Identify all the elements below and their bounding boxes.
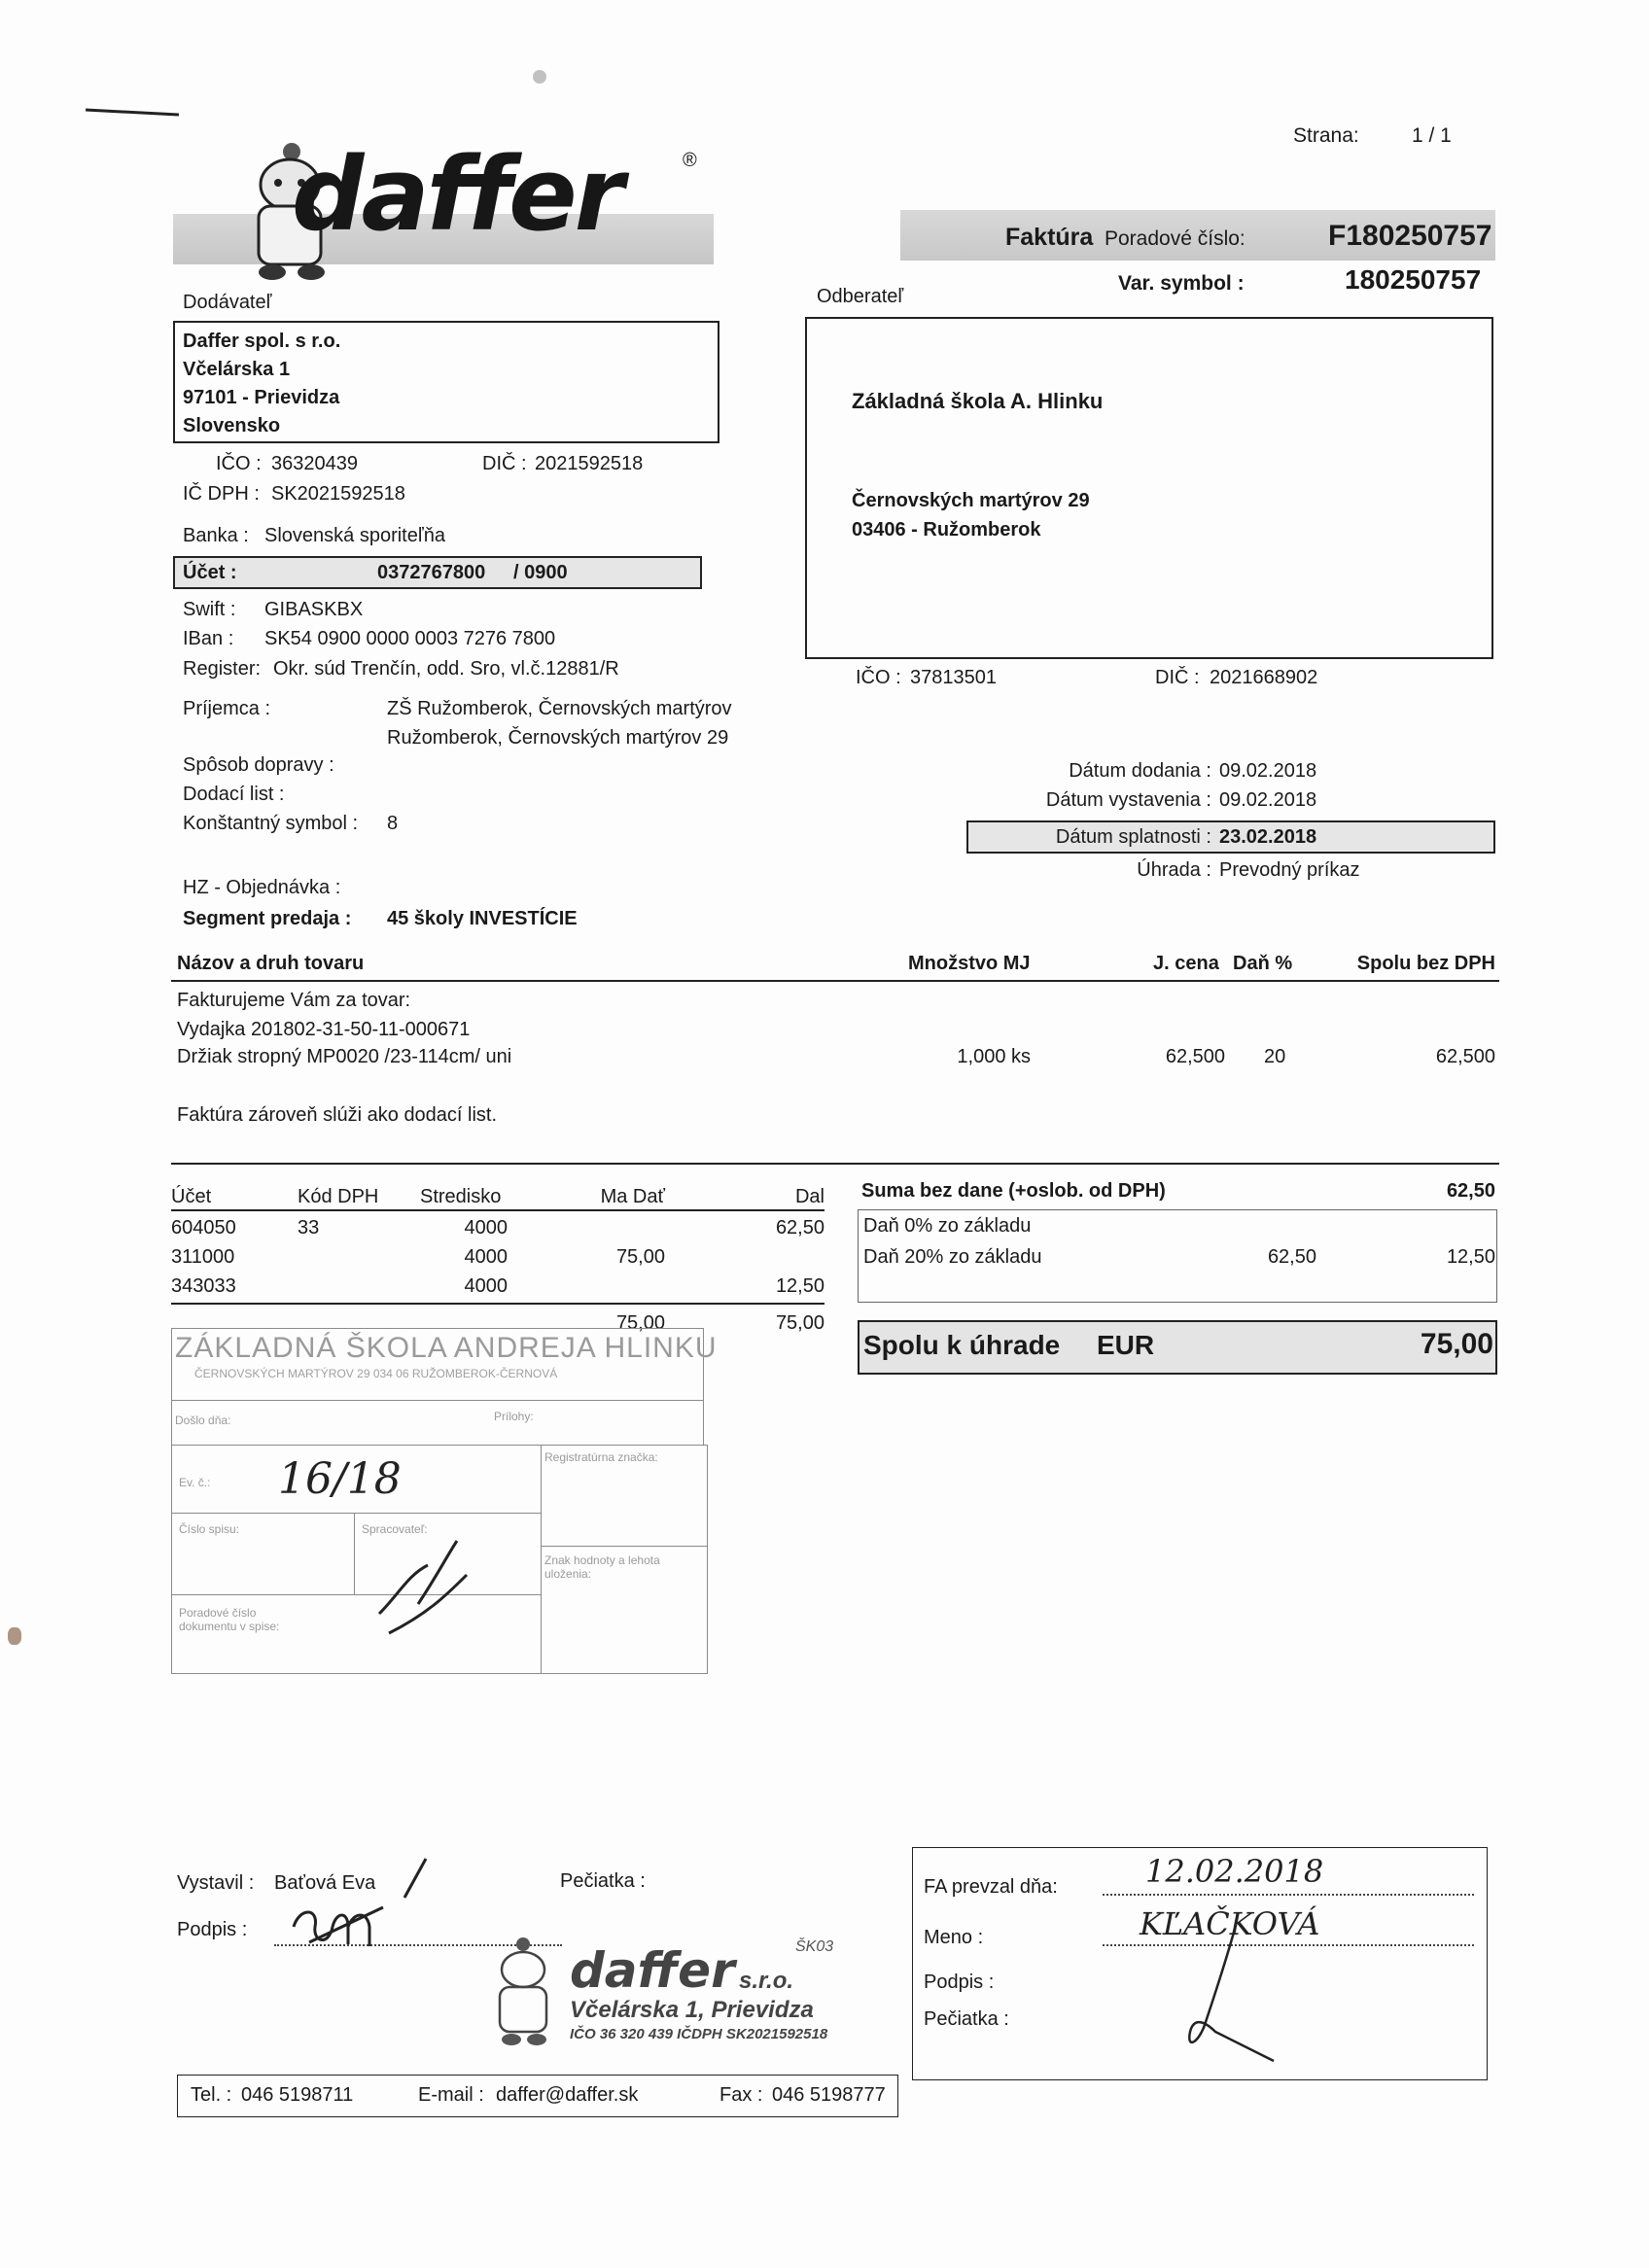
- payment-method: Prevodný príkaz: [1219, 859, 1360, 881]
- stamp-col-rule: [354, 1513, 355, 1594]
- stamp-processor-label: Spracovateľ:: [362, 1522, 428, 1536]
- acc-account: 311000: [171, 1246, 235, 1268]
- stamp-rule: [171, 1400, 704, 1401]
- segment: 45 školy INVESTÍCIE: [387, 908, 578, 929]
- stamp-title: ZÁKLADNÁ ŠKOLA ANDREJA HLINKU: [175, 1332, 718, 1364]
- tel: 046 5198711: [241, 2084, 354, 2106]
- supplier-bank: Slovenská sporiteľňa: [264, 525, 445, 546]
- vat0-label: Daň 0% zo základu: [863, 1215, 1032, 1237]
- supplier-country: Slovensko: [183, 415, 281, 436]
- receipt-date-label: FA prevzal dňa:: [924, 1876, 1058, 1898]
- supplier-label: Dodávateľ: [183, 292, 272, 313]
- supplier-street: Včelárska 1: [183, 359, 291, 380]
- total-currency: EUR: [1097, 1330, 1155, 1360]
- customer-ico-label: IČO :: [856, 667, 901, 688]
- invoice-number: F180250757: [1328, 220, 1492, 252]
- customer-street: Černovských martýrov 29: [852, 490, 1090, 511]
- summary-base-label: Suma bez dane (+oslob. od DPH): [861, 1180, 1166, 1202]
- check-mark-icon: [397, 1855, 436, 1903]
- receipt-name-dotted-line: [1103, 1944, 1474, 1946]
- var-symbol-label: Var. symbol :: [1118, 272, 1245, 295]
- acc-center: 4000: [464, 1275, 508, 1297]
- acc-header-vat-code: Kód DPH: [298, 1186, 379, 1207]
- fax-label: Fax :: [719, 2084, 763, 2106]
- item-name: Držiak stropný MP0020 /23-114cm/ uni: [177, 1046, 512, 1067]
- customer-city: 03406 - Ružomberok: [852, 519, 1041, 541]
- processor-signature-icon: [369, 1536, 486, 1643]
- acc-header-rule: [171, 1209, 824, 1211]
- segment-label: Segment predaja :: [183, 908, 352, 929]
- scan-speck: [533, 70, 546, 84]
- total-label: Spolu k úhrade: [863, 1330, 1061, 1360]
- receipt-name-label: Meno :: [924, 1927, 984, 1948]
- transport-label: Spôsob dopravy :: [183, 754, 334, 776]
- payment-label: Úhrada :: [1137, 859, 1211, 881]
- page-number: 1 / 1: [1412, 124, 1452, 147]
- supplier-icdph: SK2021592518: [271, 483, 405, 505]
- registered-mark: ®: [683, 150, 697, 171]
- items-header-name: Názov a druh tovaru: [177, 953, 365, 974]
- acc-credit: 12,50: [775, 1275, 824, 1297]
- customer-dic: 2021668902: [1210, 667, 1318, 688]
- stamp-address: Včelárska 1, Prievidza: [570, 1997, 814, 2023]
- receipt-name-handwriting: KĽAČKOVÁ: [1140, 1905, 1320, 1942]
- email-label: E-mail :: [418, 2084, 484, 2106]
- delivery-note-label: Dodací list :: [183, 784, 285, 805]
- stamp-attachments-label: Prílohy:: [494, 1410, 534, 1423]
- issue-date-label: Dátum vystavenia :: [1045, 789, 1211, 811]
- receipt-stamp-label: Pečiatka :: [924, 2008, 1009, 2030]
- daffer-logo: daffer: [292, 135, 621, 254]
- stamp-registry-label: Registratúrna značka:: [544, 1450, 658, 1464]
- stamp-row-rule: [541, 1546, 708, 1547]
- stamp-order-no-label: Poradové číslo dokumentu v spise:: [179, 1606, 280, 1633]
- items-intro-1: Fakturujeme Vám za tovar:: [177, 990, 411, 1011]
- stamp-subtitle: ČERNOVSKÝCH MARTÝROV 29 034 06 RUŽOMBEROK-ČERNOVÁ: [194, 1367, 558, 1380]
- recipient-line1: ZŠ Ružomberok, Černovských martýrov: [387, 698, 732, 719]
- customer-box: [805, 317, 1493, 659]
- acc-total-rule: [171, 1303, 824, 1305]
- invoice-number-label: Poradové číslo:: [1105, 227, 1246, 250]
- receipt-date-handwriting: 12.02.2018: [1145, 1853, 1324, 1890]
- stamp-received-label: Došlo dňa:: [175, 1413, 231, 1427]
- recipient-line2: Ružomberok, Černovských martýrov 29: [387, 727, 729, 749]
- supplier-bank-label: Banka :: [183, 525, 249, 546]
- supplier-ico: 36320439: [271, 453, 358, 474]
- items-header-price: J. cena: [1153, 953, 1219, 974]
- summary-base-value: 62,50: [1446, 1180, 1495, 1202]
- iban: SK54 0900 0000 0003 7276 7800: [264, 628, 556, 649]
- stamp-brand: daffer: [570, 1942, 735, 1999]
- stamp-mascot-icon: [484, 1935, 562, 2051]
- tel-label: Tel. :: [191, 2084, 232, 2106]
- customer-label: Odberateľ: [817, 286, 904, 307]
- acc-debit: 75,00: [615, 1246, 665, 1268]
- acc-total-credit: 75,00: [775, 1312, 824, 1334]
- email: daffer@daffer.sk: [496, 2084, 639, 2106]
- customer-name: Základná škola A. Hlinku: [852, 389, 1104, 413]
- stamp-file-label: Číslo spisu:: [179, 1522, 240, 1536]
- issue-date: 09.02.2018: [1219, 789, 1317, 811]
- item-qty: 1,000 ks: [957, 1046, 1031, 1067]
- stamp-col-rule: [541, 1445, 542, 1674]
- stamp-label: Pečiatka :: [560, 1870, 646, 1892]
- items-header-qty: Množstvo MJ: [908, 953, 1031, 974]
- signature-label: Podpis :: [177, 1919, 248, 1940]
- supplier-city: 97101 - Prievidza: [183, 387, 340, 408]
- receipt-date-dotted-line: [1103, 1894, 1474, 1896]
- supplier-ico-label: IČO :: [216, 453, 262, 474]
- stamp-retention-label: Znak hodnoty a lehota uloženia:: [544, 1553, 660, 1581]
- supplier-dic-label: DIČ :: [482, 453, 527, 474]
- stamp-ids: IČO 36 320 439 IČDPH SK2021592518: [570, 2026, 828, 2042]
- item-total: 62,500: [1435, 1046, 1495, 1067]
- acc-header-center: Stredisko: [420, 1186, 502, 1207]
- account-label: Účet :: [183, 562, 237, 583]
- page-label: Strana:: [1293, 124, 1359, 147]
- order-label: HZ - Objednávka :: [183, 877, 341, 898]
- acc-center: 4000: [464, 1246, 508, 1268]
- due-date: 23.02.2018: [1219, 826, 1317, 848]
- scan-speck: [8, 1627, 21, 1645]
- bank-code: / 0900: [513, 562, 568, 583]
- stamp-row-rule: [171, 1513, 541, 1514]
- vat20-base: 62,50: [1267, 1246, 1316, 1268]
- item-price: 62,500: [1165, 1046, 1225, 1067]
- acc-header-debit: Ma Dať: [600, 1186, 665, 1207]
- issued-by-label: Vystavil :: [177, 1872, 255, 1894]
- register-label: Register:: [183, 658, 262, 680]
- swift-label: Swift :: [183, 599, 236, 620]
- acc-account: 604050: [171, 1217, 236, 1239]
- customer-ico: 37813501: [910, 667, 997, 688]
- delivery-date: 09.02.2018: [1219, 760, 1317, 782]
- vat20-label: Daň 20% zo základu: [863, 1246, 1042, 1268]
- delivery-date-label: Dátum dodania :: [1069, 760, 1211, 782]
- section-rule: [171, 1163, 1499, 1165]
- recipient-label: Príjemca :: [183, 698, 271, 719]
- var-symbol: 180250757: [1345, 264, 1482, 295]
- acc-center: 4000: [464, 1217, 508, 1239]
- customer-dic-label: DIČ :: [1155, 667, 1200, 688]
- vat20-value: 12,50: [1446, 1246, 1495, 1268]
- supplier-dic: 2021592518: [535, 453, 644, 474]
- invoice-title: Faktúra: [1005, 224, 1094, 251]
- items-header-rule: [171, 980, 1499, 982]
- acc-vat-code: 33: [298, 1217, 320, 1239]
- receipt-signature-label: Podpis :: [924, 1971, 995, 1993]
- due-date-label: Dátum splatnosti :: [1055, 826, 1211, 848]
- acc-account: 343033: [171, 1275, 236, 1297]
- account-number: 0372767800: [377, 562, 486, 583]
- acc-header-credit: Dal: [794, 1186, 824, 1207]
- delivery-note-text: Faktúra zároveň slúži ako dodací list.: [177, 1104, 498, 1126]
- issuer-signature-icon: [290, 1898, 387, 1956]
- register: Okr. súd Trenčín, odd. Sro, vl.č.12881/R: [273, 658, 619, 680]
- acc-credit: 62,50: [775, 1217, 824, 1239]
- acc-header-account: Účet: [171, 1186, 212, 1207]
- scan-mark: [86, 108, 179, 116]
- items-header-total: Spolu bez DPH: [1356, 953, 1495, 974]
- supplier-name: Daffer spol. s r.o.: [183, 331, 341, 352]
- stamp-reg-handwriting: 16/18: [278, 1454, 402, 1504]
- items-header-vat: Daň %: [1233, 953, 1293, 974]
- const-symbol: 8: [387, 813, 399, 834]
- issued-by: Baťová Eva: [274, 1872, 376, 1894]
- const-symbol-label: Konštantný symbol :: [183, 813, 359, 834]
- item-vat: 20: [1264, 1046, 1286, 1067]
- total-value: 75,00: [1420, 1328, 1493, 1360]
- stamp-reg-label: Ev. č.:: [179, 1476, 211, 1489]
- acc-total-debit: 75,00: [615, 1312, 665, 1334]
- supplier-icdph-label: IČ DPH :: [183, 483, 260, 505]
- fax: 046 5198777: [772, 2084, 886, 2106]
- stamp-code: ŠK03: [795, 1938, 834, 1955]
- receipt-signature-icon: [1167, 1925, 1283, 2071]
- items-intro-2: Vydajka 201802-31-50-11-000671: [177, 1019, 471, 1040]
- stamp-suffix: s.r.o.: [739, 1968, 794, 1994]
- iban-label: IBan :: [183, 628, 234, 649]
- swift: GIBASKBX: [264, 599, 364, 620]
